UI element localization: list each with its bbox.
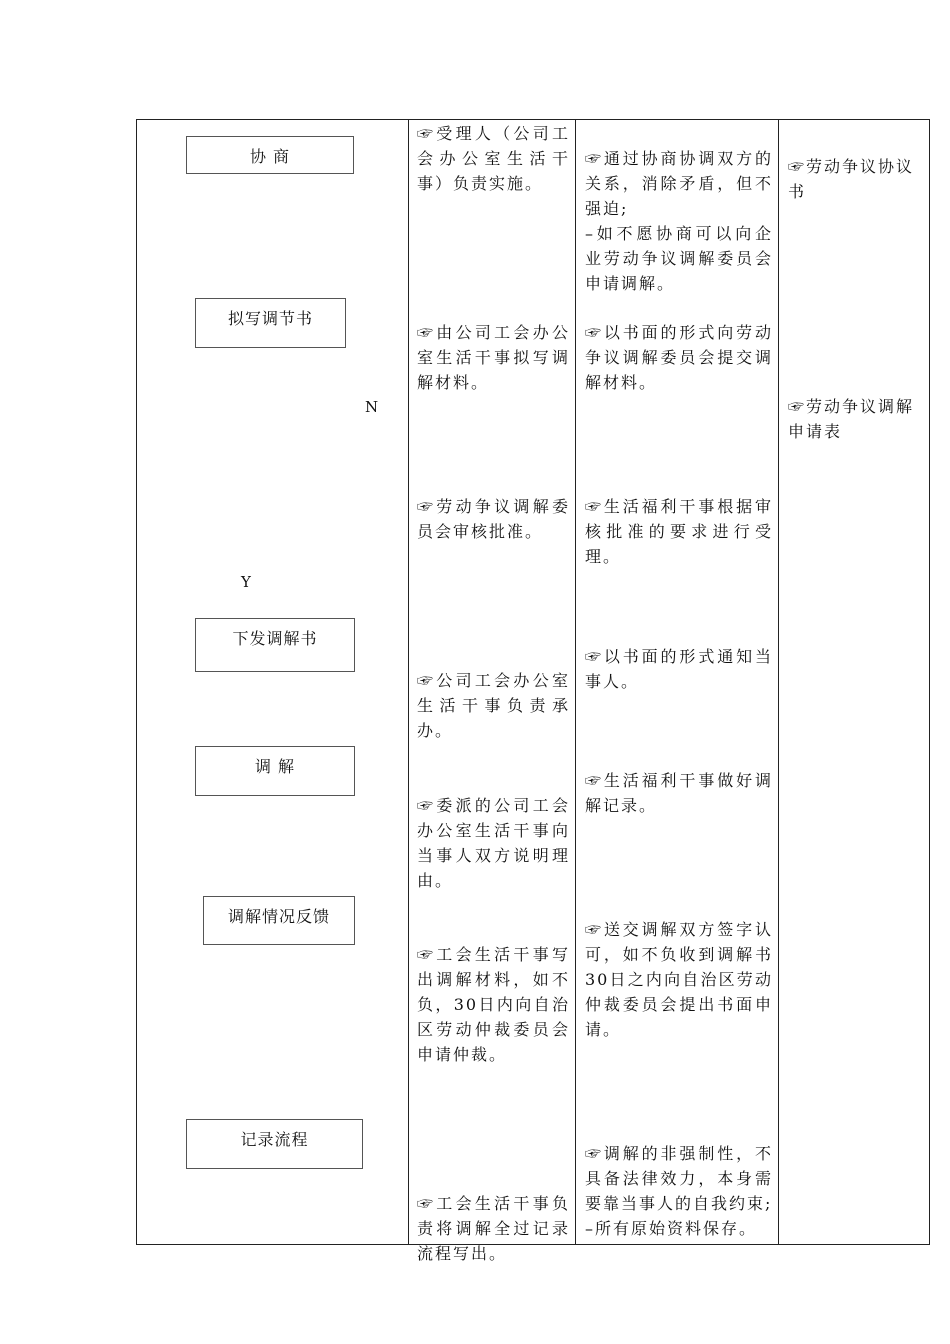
requirement-7 (585, 1141, 773, 1241)
flow-step-record (186, 1119, 363, 1169)
flow-step-label: 调解情况反馈 (227, 907, 330, 926)
flow-step-label: 记录流程 (240, 1130, 309, 1149)
responsibility-4: ☞公司工会办公室生活干事负责承办。 (417, 671, 570, 740)
responsibility-2: ☞由公司工会办公室生活干事拟写调解材料。 (417, 323, 570, 392)
flow-step-label: 协 商 (249, 147, 291, 166)
requirement-line: –所有原始资料保存。 (585, 1219, 758, 1238)
responsibility-6: ☞工会生活干事写出调解材料，如不负，30日内向自治区劳动仲裁委员会申请仲裁。 (417, 945, 570, 1064)
requirement-line: ☞生活福利干事做好调解记录。 (585, 771, 773, 815)
column-divider-1 (408, 119, 409, 1245)
branch-no-label: N (365, 398, 379, 416)
flow-step-mediate (195, 746, 355, 796)
column-divider-2 (575, 119, 576, 1245)
requirement-6 (585, 917, 773, 1042)
flow-step-issue (195, 618, 355, 672)
document-1: ☞劳动争议协议书 (788, 157, 915, 201)
responsibility-1: ☞受理人（公司工会办公室生活干事）负责实施。 (417, 124, 570, 193)
responsibility-3: ☞劳动争议调解委员会审核批准。 (417, 497, 570, 541)
requirement-4 (585, 644, 773, 694)
requirement-line: –如不愿协商可以向企业劳动争议调解委员会申请调解。 (585, 224, 773, 293)
requirement-3 (585, 494, 773, 569)
responsibility-5: ☞委派的公司工会办公室生活干事向当事人双方说明理由。 (417, 796, 570, 890)
flow-step-negotiate (186, 136, 354, 174)
flow-step-feedback (203, 896, 355, 945)
flow-step-label: 下发调解书 (232, 629, 318, 648)
requirement-line: ☞生活福利干事根据审核批准的要求进行受理。 (585, 497, 773, 566)
flow-step-draft (195, 298, 346, 348)
requirement-line: ☞以书面的形式向劳动争议调解委员会提交调解材料。 (585, 323, 773, 392)
responsibility-7: ☞工会生活干事负责将调解全过记录流程写出。 (417, 1194, 570, 1263)
requirement-line: ☞调解的非强制性，不具备法律效力，本身需要靠当事人的自我约束; (585, 1144, 773, 1213)
column-divider-3 (778, 119, 779, 1245)
document-2: ☞劳动争议调解申请表 (788, 397, 915, 441)
requirement-5 (585, 768, 773, 818)
flow-step-label: 拟写调节书 (227, 309, 313, 328)
requirement-1 (585, 146, 773, 296)
requirement-line: ☞以书面的形式通知当事人。 (585, 647, 773, 691)
branch-yes-label: Y (241, 573, 251, 591)
requirement-2 (585, 320, 773, 395)
requirement-line: ☞通过协商协调双方的关系，消除矛盾，但不强迫; (585, 149, 773, 218)
requirement-line: ☞送交调解双方签字认可，如不负收到调解书30日之内向自治区劳动仲裁委员会提出书面申请。 (585, 920, 773, 1039)
flow-step-label: 调 解 (254, 757, 296, 776)
